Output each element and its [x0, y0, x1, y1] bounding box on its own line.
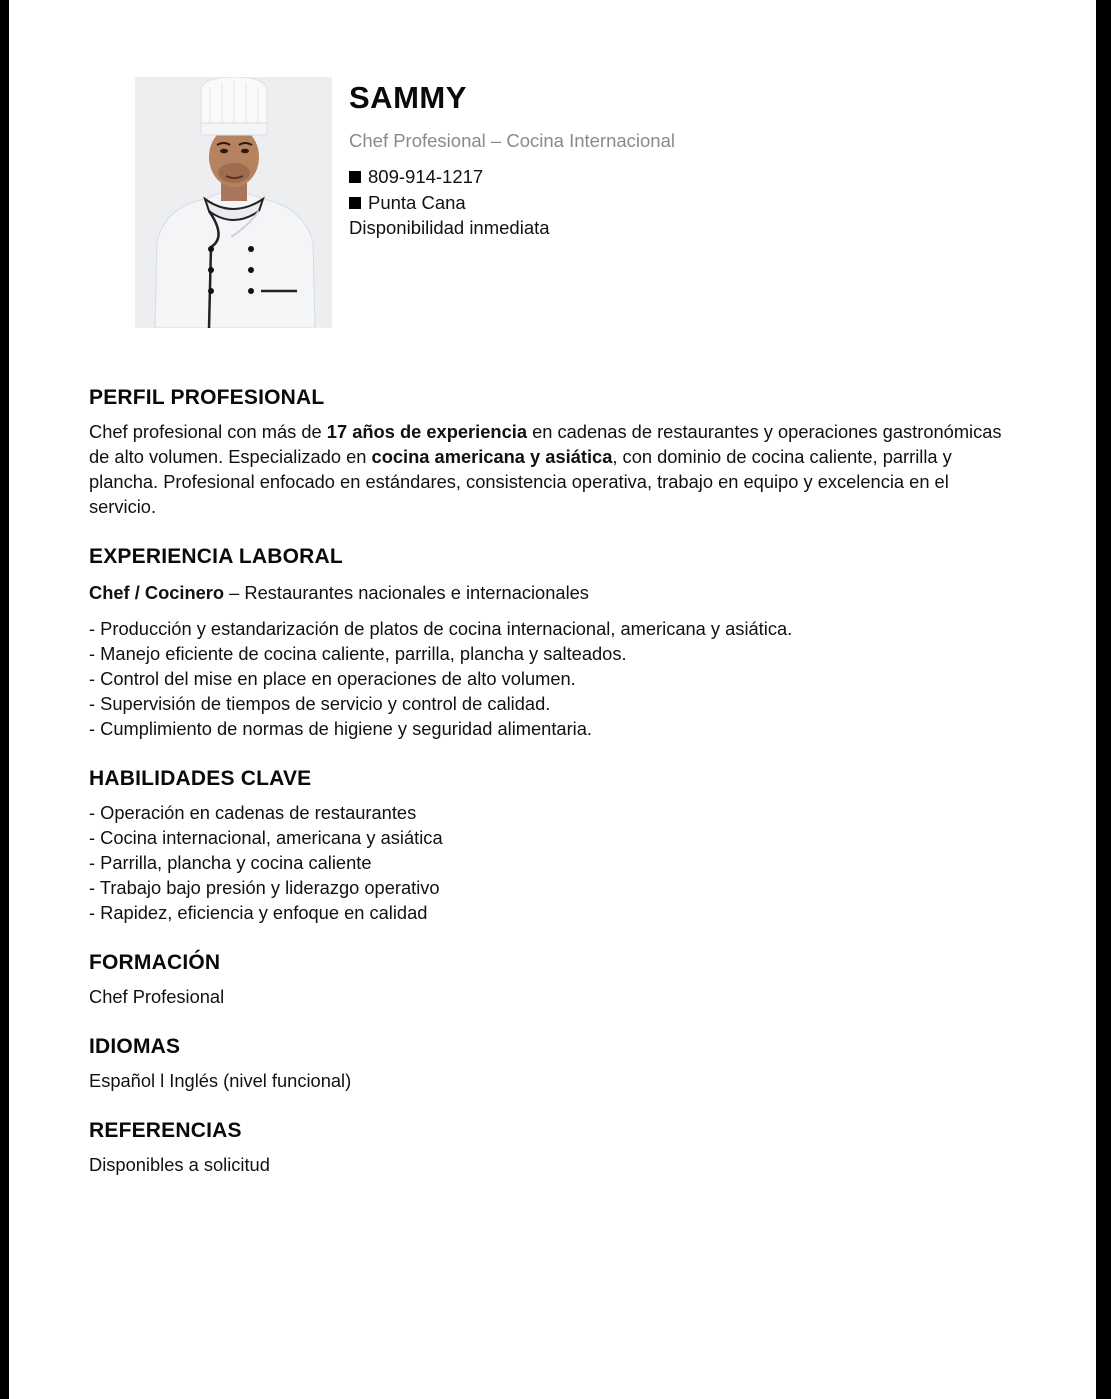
location-text: Punta Cana — [368, 191, 466, 213]
chef-portrait-icon — [135, 77, 332, 328]
list-item: - Trabajo bajo presión y liderazgo operativo — [89, 877, 440, 898]
experience-section — [89, 543, 1009, 741]
phone-bullet-icon — [349, 171, 361, 183]
section-heading: IDIOMAS — [89, 1035, 181, 1058]
profile-text-3: , con dominio de cocina caliente, parrilla y plancha. Profesional enfocado en estándares, consistencia operativa, trabajo en equipo y excelencia en el servicio. — [89, 446, 952, 517]
role-line — [89, 580, 1009, 605]
languages-text: Español l Inglés (nivel funcional) — [89, 1070, 352, 1091]
job-title-subtitle: Chef Profesional – Cocina Internacional — [349, 130, 675, 151]
list-item: - Producción y estandarización de platos de cocina internacional, americana y asiática. — [89, 618, 793, 639]
profile-paragraph — [89, 419, 1009, 519]
location-bullet-icon — [349, 197, 361, 209]
list-item: - Parrilla, plancha y cocina caliente — [89, 852, 372, 873]
list-item: - Rapidez, eficiencia y enfoque en calidad — [89, 902, 428, 923]
languages-section — [89, 1033, 1009, 1093]
list-item: - Cumplimiento de normas de higiene y seguridad alimentaria. — [89, 718, 592, 739]
availability-text: Disponibilidad inmediata — [349, 217, 550, 238]
experience-list — [89, 616, 1009, 741]
resume-page — [9, 0, 1096, 1399]
skills-section — [89, 765, 1009, 925]
phone-number: 809-914-1217 — [368, 166, 484, 187]
profile-text-2: en cadenas de restaurantes y operaciones gastronómicas de alto volumen. Especializado en — [89, 421, 1002, 467]
skills-list — [89, 800, 1009, 925]
education-text: Chef Profesional — [89, 986, 225, 1007]
role-description: – Restaurantes nacionales e internacionales — [224, 582, 589, 603]
list-item: - Cocina internacional, americana y asiática — [89, 827, 443, 848]
location-row — [349, 190, 550, 216]
section-heading: EXPERIENCIA LABORAL — [89, 545, 343, 568]
candidate-name: SAMMY — [349, 80, 467, 115]
references-section — [89, 1117, 1009, 1177]
phone-row — [349, 164, 550, 190]
profile-photo — [135, 77, 332, 328]
list-item: - Manejo eficiente de cocina caliente, parrilla, plancha y salteados. — [89, 643, 627, 664]
contact-info — [349, 164, 550, 241]
section-heading: PERFIL PROFESIONAL — [89, 386, 325, 409]
resume-body — [89, 384, 1009, 1201]
list-item: - Supervisión de tiempos de servicio y control de calidad. — [89, 693, 551, 714]
profile-section — [89, 384, 1009, 519]
profile-bold-2: cocina americana y asiática — [371, 446, 613, 467]
profile-text-1: Chef profesional con más de — [89, 421, 327, 442]
list-item: - Control del mise en place en operaciones de alto volumen. — [89, 668, 576, 689]
left-frame-edge — [0, 0, 9, 1399]
role-title: Chef / Cocinero — [89, 582, 225, 603]
section-heading: FORMACIÓN — [89, 951, 221, 974]
right-frame-edge — [1096, 0, 1111, 1399]
references-text: Disponibles a solicitud — [89, 1154, 270, 1175]
profile-bold-1: 17 años de experiencia — [326, 421, 527, 442]
list-item: - Operación en cadenas de restaurantes — [89, 802, 417, 823]
section-heading: HABILIDADES CLAVE — [89, 767, 312, 790]
section-heading: REFERENCIAS — [89, 1119, 242, 1142]
education-section — [89, 949, 1009, 1009]
